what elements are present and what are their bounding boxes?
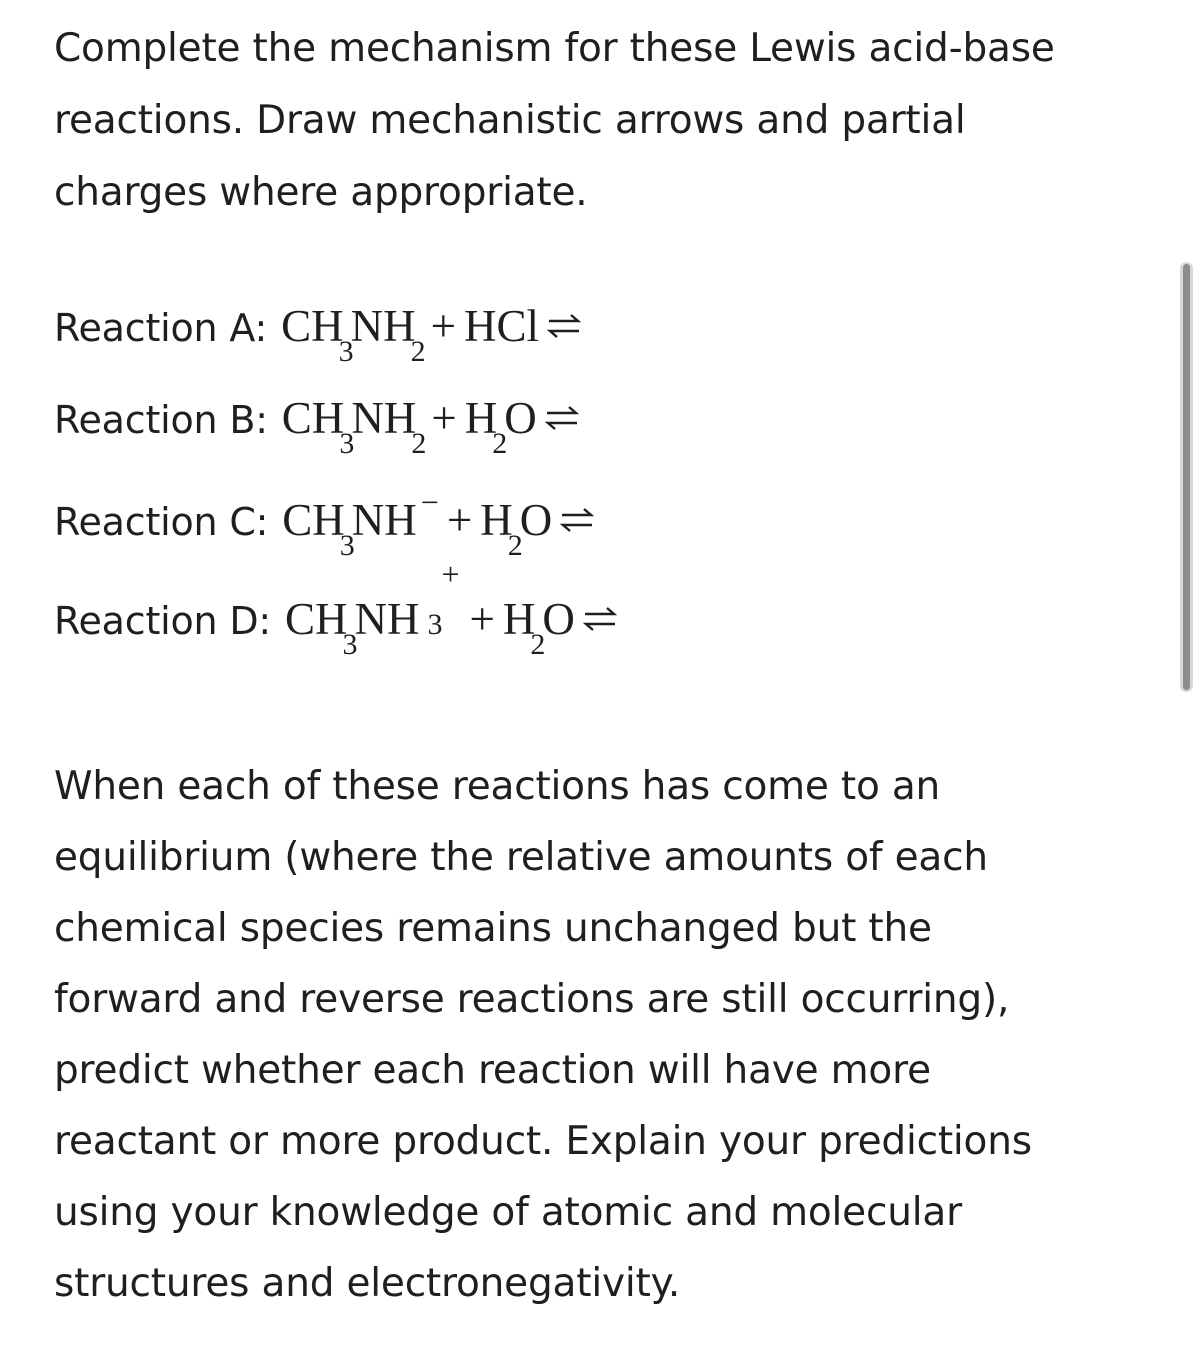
equilibrium-arrow-icon bbox=[545, 409, 579, 433]
question-line: predict whether each reaction will have more bbox=[54, 1048, 931, 1093]
scrollbar-thumb[interactable] bbox=[1183, 264, 1190, 690]
reaction-label: Reaction C: bbox=[54, 500, 269, 544]
question-line: using your knowledge of atomic and molecular bbox=[54, 1190, 962, 1235]
question-line: forward and reverse reactions are still occurring), bbox=[54, 977, 1010, 1022]
question-line: When each of these reactions has come to an bbox=[54, 764, 941, 809]
equilibrium-arrow-icon bbox=[560, 511, 594, 535]
instructions-paragraph bbox=[54, 13, 1164, 229]
reactant-methylamide-ion: CH 3 NH − bbox=[282, 484, 439, 562]
question-paragraph bbox=[54, 751, 1164, 1319]
reactant-hcl: HCl bbox=[463, 301, 539, 351]
reactant-water: H 2 O bbox=[480, 495, 553, 562]
reaction-b bbox=[54, 392, 579, 462]
plus-sign: + bbox=[431, 393, 457, 443]
reaction-d bbox=[54, 556, 617, 663]
reactant-methylammonium-ion: CH 3 NH 3 + bbox=[285, 556, 460, 661]
reactant-water: H 2 O bbox=[502, 594, 575, 661]
question-line: structures and electronegativity. bbox=[54, 1261, 681, 1306]
reaction-label: Reaction B: bbox=[54, 398, 268, 442]
reaction-equation bbox=[282, 484, 594, 562]
reactant-methylamine: CH 3 NH 2 bbox=[281, 301, 426, 368]
reaction-label: Reaction D: bbox=[54, 599, 271, 643]
instructions-line: reactions. Draw mechanistic arrows and partial bbox=[54, 98, 966, 143]
reaction-equation bbox=[281, 392, 579, 460]
reaction-c bbox=[54, 484, 594, 564]
equilibrium-arrow-icon bbox=[583, 610, 617, 634]
reactant-water: H 2 O bbox=[464, 393, 537, 460]
reaction-label: Reaction A: bbox=[54, 306, 268, 350]
question-line: equilibrium (where the relative amounts of each bbox=[54, 835, 988, 880]
reactant-methylamine: CH 3 NH 2 bbox=[281, 393, 427, 460]
question-line: reactant or more product. Explain your predictions bbox=[54, 1119, 1032, 1164]
reaction-equation bbox=[285, 556, 617, 661]
instructions-line: charges where appropriate. bbox=[54, 170, 588, 215]
equilibrium-arrow-icon bbox=[547, 317, 581, 341]
plus-sign: + bbox=[430, 301, 456, 351]
reaction-a bbox=[54, 300, 581, 370]
question-line: chemical species remains unchanged but the bbox=[54, 906, 932, 951]
instructions-line: Complete the mechanism for these Lewis acid-base bbox=[54, 26, 1055, 71]
plus-sign: + bbox=[469, 594, 495, 644]
plus-sign: + bbox=[446, 495, 473, 545]
scrollbar[interactable] bbox=[1180, 262, 1193, 692]
charge-positive: + bbox=[441, 556, 460, 592]
charge-negative: − bbox=[420, 484, 439, 520]
reaction-equation bbox=[281, 300, 581, 368]
